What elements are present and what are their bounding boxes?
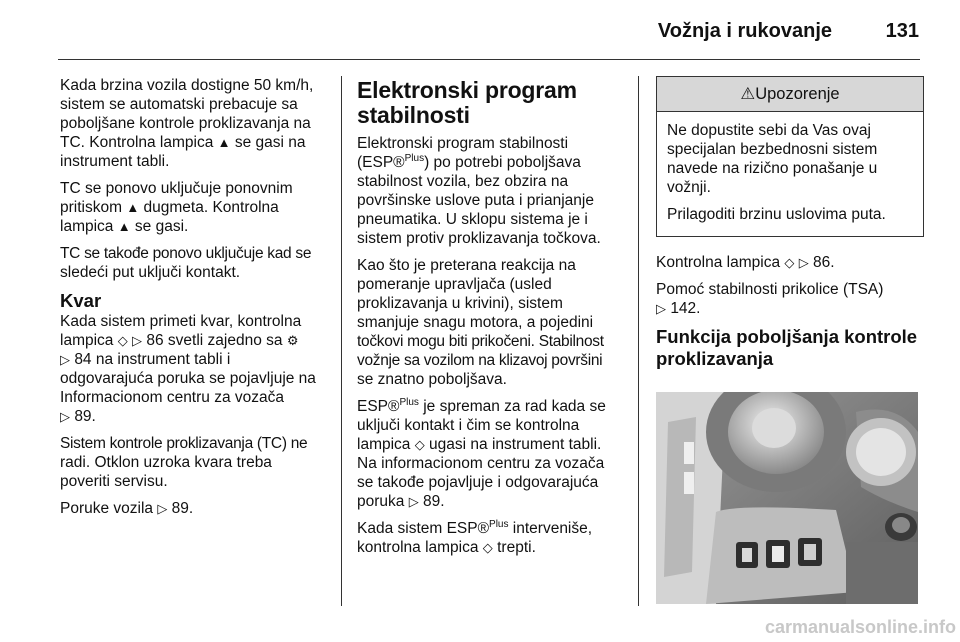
text-line: pomeranje upravljača (usled — [357, 276, 552, 293]
text-line: specijalan bezbednosni sistem — [667, 141, 878, 158]
text: 86. — [813, 254, 835, 271]
text-line: Elektronski program stabilnosti — [357, 135, 569, 152]
text: ugasi na instrument tabli. — [429, 436, 602, 453]
text-line: TC se ponovo uključuje ponovnim — [60, 180, 293, 197]
text-line: površinske uslove puta i prianjanje — [357, 192, 594, 209]
text-line: vožnje sa vozilom na klizavoj površini — [357, 352, 603, 369]
heading-line: stabilnosti — [357, 102, 470, 128]
text: dugmeta. Kontrolna — [143, 199, 279, 216]
text-line: poveriti servisu. — [60, 473, 168, 490]
paragraph — [667, 121, 913, 197]
column-divider — [341, 76, 342, 606]
paragraph — [667, 205, 913, 224]
text-line: TC se takođe ponovo uključuje kad se — [60, 245, 312, 262]
text-line: Ne dopustite sebi da Vas ovaj — [667, 122, 871, 139]
text: lampica — [60, 332, 114, 349]
paragraph — [357, 519, 629, 557]
section-heading — [656, 326, 924, 370]
text-line: Prilagoditi brzinu uslovima puta. — [667, 206, 886, 223]
text-line: Kada brzina vozila dostigne 50 km/h, — [60, 77, 314, 94]
text-line: vožnji. — [667, 179, 711, 196]
text-line: poboljšane kontrole proklizavanja na — [60, 115, 311, 132]
text-line — [60, 407, 332, 426]
text: 89. — [171, 500, 194, 517]
warning-body — [657, 112, 923, 236]
text: se gasi. — [134, 218, 189, 235]
text-line: Kada sistem primeti kvar, kontrolna — [60, 313, 302, 330]
text: lampica — [60, 218, 114, 235]
page-reference-arrow-icon: ▷ — [408, 494, 419, 509]
text-line: pneumatika. U sklopu sistema je i — [357, 211, 588, 228]
text-line: sistem protiv proklizavanja točkova. — [357, 230, 601, 247]
page-reference-arrow-icon: ▷ — [656, 301, 666, 316]
warning-triangle-icon: ⚠ — [740, 85, 756, 103]
text: Kontrolna lampica — [656, 254, 781, 271]
text-line — [357, 397, 629, 416]
text: 89. — [74, 408, 96, 425]
text: 89. — [423, 493, 445, 510]
dashboard-illustration — [656, 392, 918, 604]
text-line — [60, 350, 332, 369]
text-line: Na informacionom centru za vozača — [357, 455, 605, 472]
text-line — [60, 217, 332, 236]
column-left — [60, 76, 332, 526]
text-line: sledeći put uključi kontakt. — [60, 264, 241, 281]
text-line: instrument tabli. — [60, 153, 170, 170]
section-heading: Kvar — [60, 290, 102, 311]
text: pritiskom — [60, 199, 123, 216]
text-line: Kao što je preterana reakcija na — [357, 257, 576, 274]
traction-control-lamp-icon: ▲ — [217, 135, 231, 150]
traction-control-lamp-icon: ▲ — [126, 200, 140, 215]
warning-header — [657, 77, 923, 112]
text: se gasi na — [234, 134, 306, 151]
text-line: stabilnost vozila, bez obzira na — [357, 173, 569, 190]
text-line: navede na rizično ponašanje u — [667, 160, 878, 177]
text-line — [60, 331, 332, 350]
text: (ESP® — [357, 154, 405, 171]
column-divider — [638, 76, 639, 606]
text-line: radi. Otklon uzroka kvara treba — [60, 454, 272, 471]
page-reference-arrow-icon: ▷ — [60, 352, 70, 367]
paragraph — [656, 253, 924, 272]
text-line — [357, 435, 629, 454]
superscript: Plus — [399, 396, 419, 408]
page-number: 131 — [885, 20, 919, 42]
paragraph — [60, 434, 332, 491]
paragraph — [60, 244, 332, 282]
text: lampica — [357, 436, 411, 453]
warning-title: Upozorenje — [755, 85, 840, 103]
text-line — [60, 198, 332, 217]
text-line: Informacionom centru za vozača — [60, 389, 284, 406]
text-line: točkovi mogu biti prikočeni. Stabilnost — [357, 333, 604, 350]
superscript: Plus — [489, 518, 509, 530]
traction-control-lamp-icon: ▲ — [117, 219, 131, 234]
heading-line: Elektronski program — [357, 77, 577, 103]
text-line: se znatno poboljšava. — [357, 371, 507, 388]
engine-malfunction-icon: ⚙ — [286, 333, 299, 348]
text: ESP® — [357, 398, 400, 415]
text: je spreman za rad kada se — [418, 398, 606, 415]
text-line — [357, 538, 629, 557]
text-line — [60, 133, 332, 152]
paragraph — [357, 256, 629, 389]
text: interveniše, — [508, 520, 593, 537]
text-line — [656, 253, 924, 272]
text-line: proklizavanja u krivini), sistem — [357, 295, 563, 312]
paragraph — [60, 499, 332, 518]
text-line: smanjuje snagu motora, a pojedini — [357, 314, 594, 331]
text-line: odgovarajuća poruka se pojavljuje na — [60, 370, 316, 387]
column-right — [656, 76, 924, 604]
esp-lamp-icon: ◇ — [784, 255, 795, 270]
text-line — [357, 492, 629, 511]
paragraph — [656, 280, 924, 318]
text: 84 na instrument tabli i — [74, 351, 231, 368]
text: kontrolna lampica — [357, 539, 479, 556]
dashboard-switch-photo — [656, 392, 918, 604]
superscript: Plus — [404, 152, 425, 164]
page-reference-arrow-icon: ▷ — [798, 255, 809, 270]
text: Kada sistem ESP® — [357, 520, 490, 537]
paragraph — [357, 397, 629, 511]
paragraph — [357, 134, 629, 248]
text: trepti. — [497, 539, 536, 556]
esp-lamp-icon: ◇ — [117, 333, 128, 348]
paragraph — [60, 179, 332, 236]
warning-box — [656, 76, 924, 237]
esp-lamp-icon: ◇ — [414, 437, 425, 452]
page-reference-arrow-icon: ▷ — [60, 409, 70, 424]
header-rule — [58, 59, 920, 60]
section-heading — [357, 78, 629, 128]
paragraph — [60, 312, 332, 426]
heading-line: Funkcija poboljšanja kontrole — [656, 326, 918, 347]
text: 86 svetli zajedno sa — [146, 332, 283, 349]
esp-lamp-icon: ◇ — [482, 540, 493, 555]
text-line — [60, 499, 332, 518]
text: 142. — [670, 300, 701, 317]
text-line: se takođe pojavljuje i odgovarajuća — [357, 474, 599, 491]
text: poruka — [357, 493, 405, 510]
text-line: uključi kontakt i čim se kontrolna — [357, 417, 580, 434]
page-reference-arrow-icon: ▷ — [157, 501, 168, 516]
paragraph — [60, 76, 332, 171]
text: Poruke vozila — [60, 500, 154, 517]
text: TC. Kontrolna lampica — [60, 134, 214, 151]
heading-line: proklizavanja — [656, 348, 774, 369]
watermark: carmanualsonline.info — [764, 617, 956, 637]
text: ) po potrebi poboljšava — [424, 154, 581, 171]
page-header-title: Vožnja i rukovanje — [657, 20, 832, 42]
text-line — [357, 153, 629, 172]
page-reference-arrow-icon: ▷ — [132, 333, 143, 348]
text-line: Sistem kontrole proklizavanja (TC) ne — [60, 435, 308, 452]
text-line — [357, 519, 629, 538]
text-line: Pomoć stabilnosti prikolice (TSA) — [656, 281, 884, 298]
column-middle — [357, 76, 629, 565]
text-line — [656, 299, 924, 318]
text-line: sistem se automatski prebacuje sa — [60, 96, 298, 113]
